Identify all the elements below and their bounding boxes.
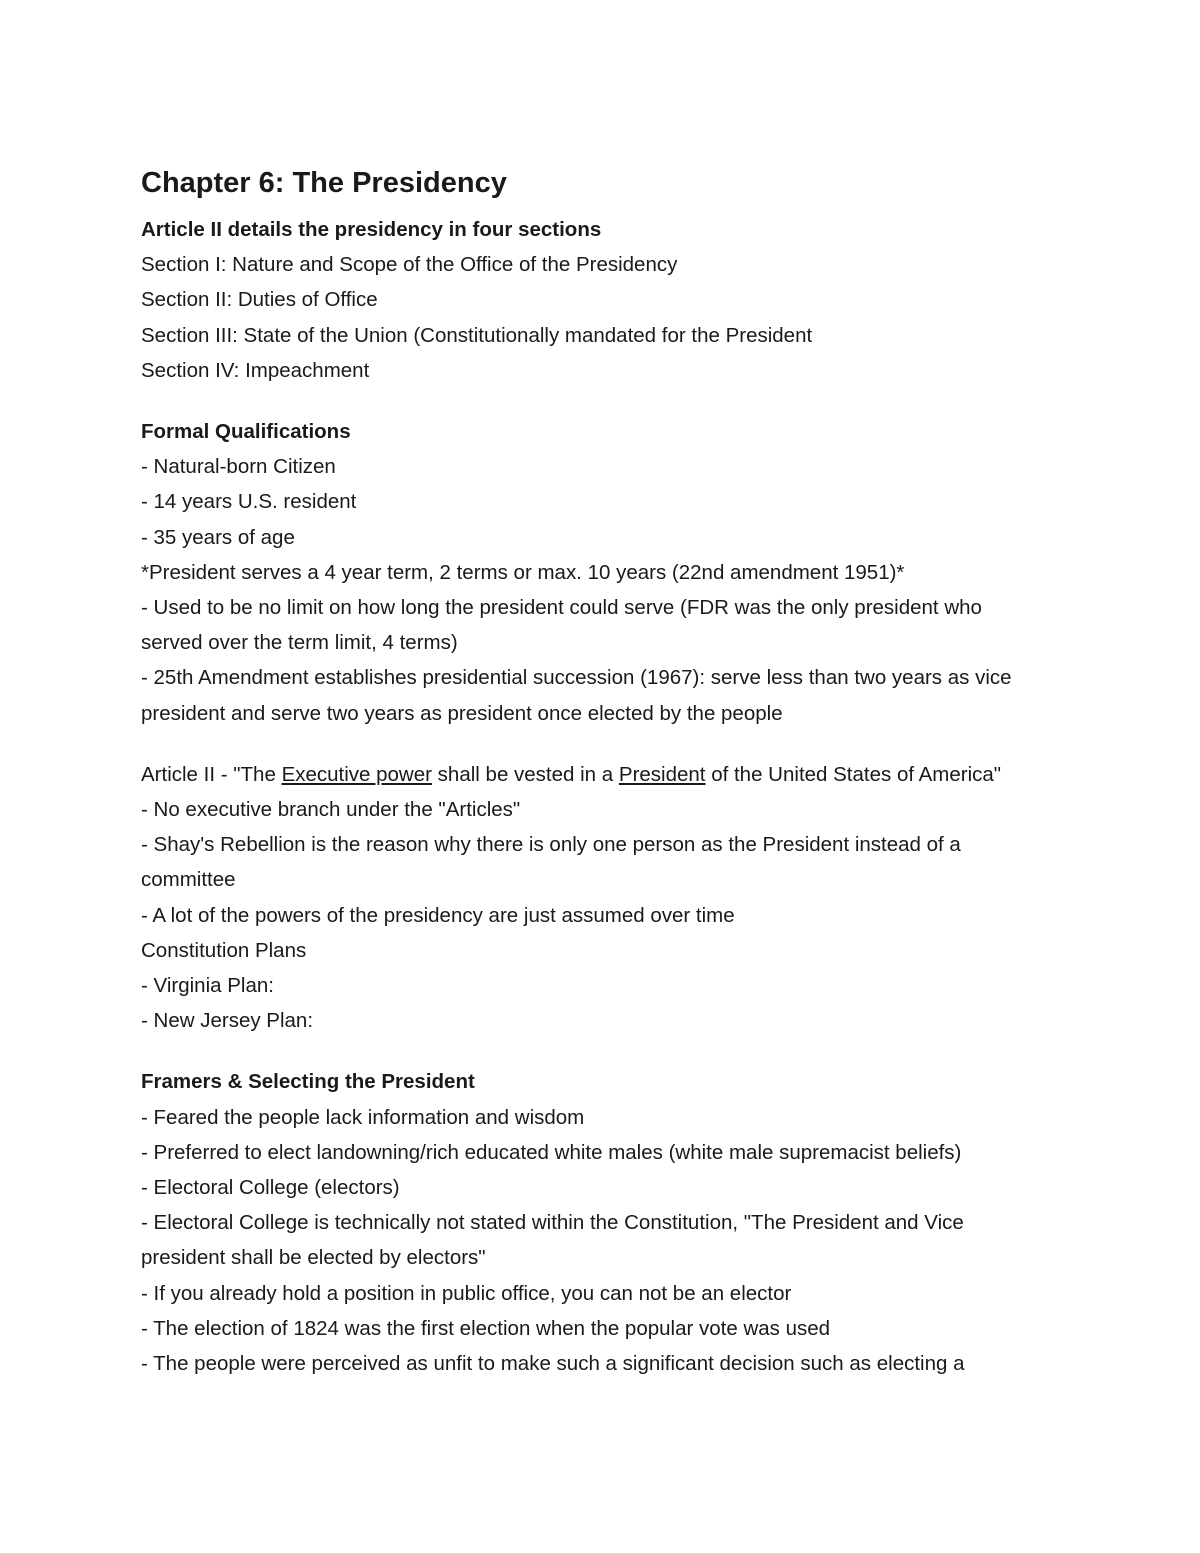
qualification-item-continued: served over the term limit, 4 terms) (141, 631, 458, 655)
article-ii-item: - No executive branch under the "Articles" (141, 798, 521, 822)
framers-item: - Electoral College (electors) (141, 1176, 400, 1200)
quote-underline-executive-power: Executive power (281, 762, 432, 786)
article-ii-block (141, 757, 1101, 1039)
framers-item: - Preferred to elect landowning/rich educated white males (white male supremacist beliefs) (141, 1140, 962, 1164)
term-note: *President serves a 4 year term, 2 terms or max. 10 years (22nd amendment 1951)* (141, 560, 905, 584)
framers-item: - If you already hold a position in public office, you can not be an elector (141, 1281, 792, 1305)
article-ii-quote (141, 757, 1101, 792)
qualification-item: - 25th Amendment establishes presidential succession (1967): serve less than two years as vice (141, 666, 1012, 690)
quote-suffix: of the United States of America" (705, 762, 1002, 786)
formal-qualifications-block (141, 414, 1101, 731)
framers-item: - Feared the people lack information and wisdom (141, 1105, 585, 1129)
framers-block (141, 1064, 1101, 1381)
article-ii-item-continued: committee (141, 868, 236, 892)
framers-item: - The people were perceived as unfit to make such a significant decision such as electing a (141, 1352, 965, 1376)
article-sections-block (141, 212, 1101, 388)
framers-item-continued: president shall be elected by electors" (141, 1246, 486, 1270)
qualification-item: - Used to be no limit on how long the president could serve (FDR was the only president who (141, 596, 982, 620)
quote-prefix: Article II - "The (141, 762, 282, 786)
section-item: Section IV: Impeachment (141, 358, 370, 382)
qualification-item: - 14 years U.S. resident (141, 490, 357, 514)
qualification-item: - Natural-born Citizen (141, 455, 336, 479)
section-item: Section II: Duties of Office (141, 288, 378, 312)
framers-item: - The election of 1824 was the first election when the popular vote was used (141, 1316, 831, 1340)
section-item: Section I: Nature and Scope of the Office of the Presidency (141, 253, 678, 277)
quote-middle: shall be vested in a (431, 762, 619, 786)
plan-item: - New Jersey Plan: (141, 1009, 314, 1033)
article-ii-item: - Shay's Rebellion is the reason why there is only one person as the President instead of a (141, 833, 961, 857)
qualification-item: - 35 years of age (141, 525, 295, 549)
framers-heading: Framers & Selecting the President (141, 1070, 475, 1094)
article-ii-item: - A lot of the powers of the presidency are just assumed over time (141, 903, 735, 927)
quote-underline-president: President (618, 762, 706, 786)
constitution-plans-label: Constitution Plans (141, 938, 307, 962)
framers-item: - Electoral College is technically not stated within the Constitution, "The President and Vice (141, 1211, 964, 1235)
page-title: Chapter 6: The Presidency (141, 167, 507, 199)
qualification-item-continued: president and serve two years as president once elected by the people (141, 701, 783, 725)
document-page (141, 160, 1101, 1381)
formal-qualifications-heading: Formal Qualifications (141, 420, 351, 444)
section-item: Section III: State of the Union (Constitutionally mandated for the President (141, 323, 813, 347)
plan-item: - Virginia Plan: (141, 974, 274, 998)
article-sections-heading: Article II details the presidency in four sections (141, 218, 602, 241)
